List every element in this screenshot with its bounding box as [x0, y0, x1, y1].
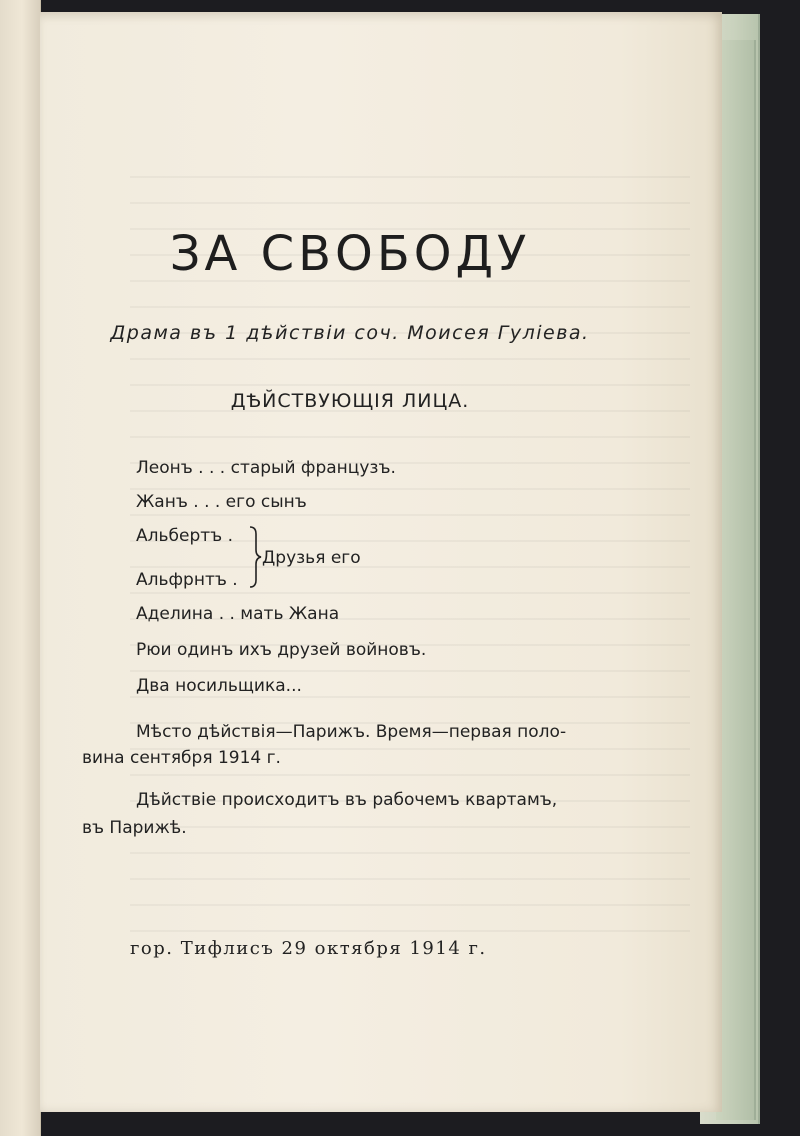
bleed-through-text — [130, 172, 690, 932]
setting-line-2: вина сентября 1914 г. — [82, 748, 281, 768]
cast-item-leon: Леонъ . . . старый французъ. — [136, 458, 396, 478]
page-title: ЗА СВОБОДУ — [169, 226, 531, 282]
page-left-edge — [0, 0, 41, 1136]
place-date-footer: гор. Тифлисъ 29 октября 1914 г. — [130, 938, 487, 959]
cast-item-albert: Альбертъ . — [136, 526, 233, 546]
back-sheet-inner — [716, 40, 756, 1120]
setting-line-1: Мѣсто дѣйствія—Парижъ. Время—первая поло- — [136, 722, 567, 742]
cast-item-jean: Жанъ . . . его сынъ — [136, 492, 307, 512]
subtitle: Драма въ 1 дѣйствіи соч. Моисея Гуліева. — [110, 322, 590, 344]
cast-item-alfrnt: Альфрнтъ . — [136, 570, 238, 590]
curly-brace-icon — [248, 526, 262, 588]
cast-item-adelina: Аделина . . мать Жана — [136, 604, 340, 624]
cast-heading: ДѢЙСТВУЮЩІЯ ЛИЦА. — [230, 390, 470, 412]
action-line-1: Дѣйствіе происходитъ въ рабочемъ квартамъ, — [136, 790, 558, 810]
cast-item-friends: Друзья его — [262, 548, 361, 568]
cast-item-ryui: Рюи одинъ ихъ друзей войновъ. — [136, 640, 427, 660]
action-line-2: въ Парижѣ. — [82, 818, 187, 838]
cast-item-porters: Два носильщика... — [136, 676, 302, 696]
